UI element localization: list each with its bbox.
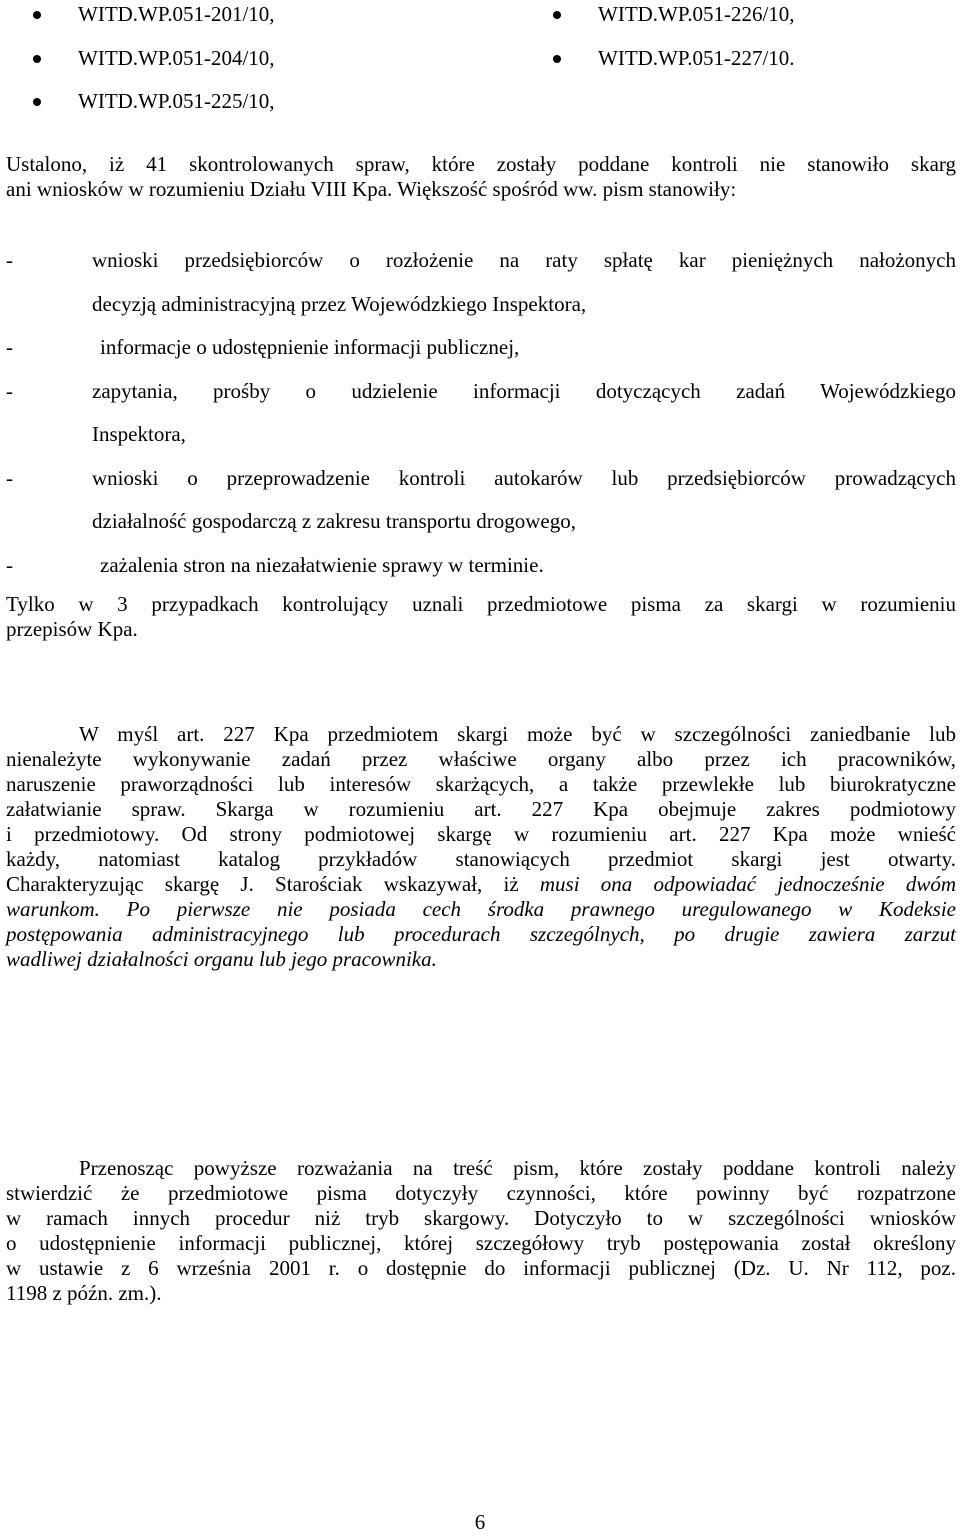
paragraph-findings: Ustalono, iż 41 skontrolowanych spraw, które zostały poddane kontroli nie stanowiło skarg ani wniosków w rozumieniu Działu VIII Kpa. Większość spośród ww. pism stanowiły: bbox=[6, 152, 956, 201]
list-item: WITD.WP.051-204/10, bbox=[0, 44, 275, 88]
list-item: WITD.WP.051-226/10, bbox=[520, 0, 795, 44]
dash-marker: - bbox=[6, 378, 13, 403]
bullet-icon bbox=[33, 11, 41, 19]
list-item: WITD.WP.051-201/10, bbox=[0, 0, 275, 44]
case-list-left bbox=[0, 0, 275, 131]
dash-item: - zapytania, prośby o udzielenie informacji dotyczących zadań Wojewódzkiego Inspektora, bbox=[6, 370, 956, 457]
dash-item: - informacje o udostępnienie informacji publicznej, bbox=[6, 326, 956, 370]
dash-marker: - bbox=[6, 552, 13, 577]
case-list-right bbox=[520, 0, 795, 87]
dash-item: - zażalenia stron na niezałatwienie sprawy w terminie. bbox=[6, 544, 956, 588]
list-item: WITD.WP.051-225/10, bbox=[0, 87, 275, 131]
dash-item: - wnioski o przeprowadzenie kontroli autokarów lub przedsiębiorców prowadzących działalność gospodarczą z zakresu transportu drogowego, bbox=[6, 457, 956, 544]
dash-list bbox=[6, 239, 956, 587]
list-item: WITD.WP.051-227/10. bbox=[520, 44, 795, 88]
bullet-icon bbox=[33, 98, 41, 106]
page-number: 6 bbox=[474, 1510, 486, 1534]
paragraph-art-227: W myśl art. 227 Kpa przedmiotem skargi może być w szczególności zaniedbanie lub nienależyte wykonywanie zadań przez właściwe organy albo przez ich pracowników, naruszenie praworządności lub interesów skarżących, a także przewlekłe lub biurokratyczne załatwianie spraw. Skarga w rozumieniu art. 227 Kpa obejmuje zakres podmiotowy i przedmiotowy. Od strony podmiotowej skargę w rozumieniu art. 227 Kpa może wnieść każdy, natomiast katalog przykładów stanowiących przedmiot skargi jest otwarty. Charakteryzując skargę J. Starościak wskazywał, iż musi ona odpowiadać jednocześnie dwóm warunkom. Po pierwsze nie posiada cech środka prawnego uregulowanego w Kodeksie postępowania administracyjnego lub procedurach szczególnych, po drugie zawiera zarzut wadliwej działalności organu lub jego pracownika. bbox=[6, 722, 957, 971]
bullet-icon bbox=[33, 55, 41, 63]
dash-marker: - bbox=[6, 248, 13, 272]
paragraph-conclusion: Przenosząc powyższe rozważania na treść pism, które zostały poddane kontroli należy stwierdzić że przedmiotowe pisma dotyczyły czynności, które powinny być rozpatrzone w ramach innych procedur niż tryb skargowy. Dotyczyło to w szczególności wniosków o udostępnienie informacji publicznej, której szczegółowy tryb postępowania został określony w ustawie z 6 września 2001 r. o dostępnie do informacji publicznej (Dz. U. Nr 112, poz. 1198 z późn. zm.). bbox=[6, 1156, 956, 1305]
bullet-icon bbox=[553, 11, 561, 19]
mixed-line: Charakteryzując skargę J. Starościak wskazywał, iż musi ona odpowiadać jednocześnie dwóm bbox=[6, 872, 957, 896]
dash-marker: - bbox=[6, 335, 13, 359]
dash-marker: - bbox=[6, 465, 13, 490]
bullet-icon bbox=[553, 55, 561, 63]
dash-item: - wnioski przedsiębiorców o rozłożenie na raty spłatę kar pieniężnych nałożonych decyzją administracyjną przez Wojewódzkiego Inspektora, bbox=[6, 239, 956, 326]
paragraph-complaints: Tylko w 3 przypadkach kontrolujący uznali przedmiotowe pisma za skargi w rozumieniu przepisów Kpa. bbox=[6, 592, 956, 641]
